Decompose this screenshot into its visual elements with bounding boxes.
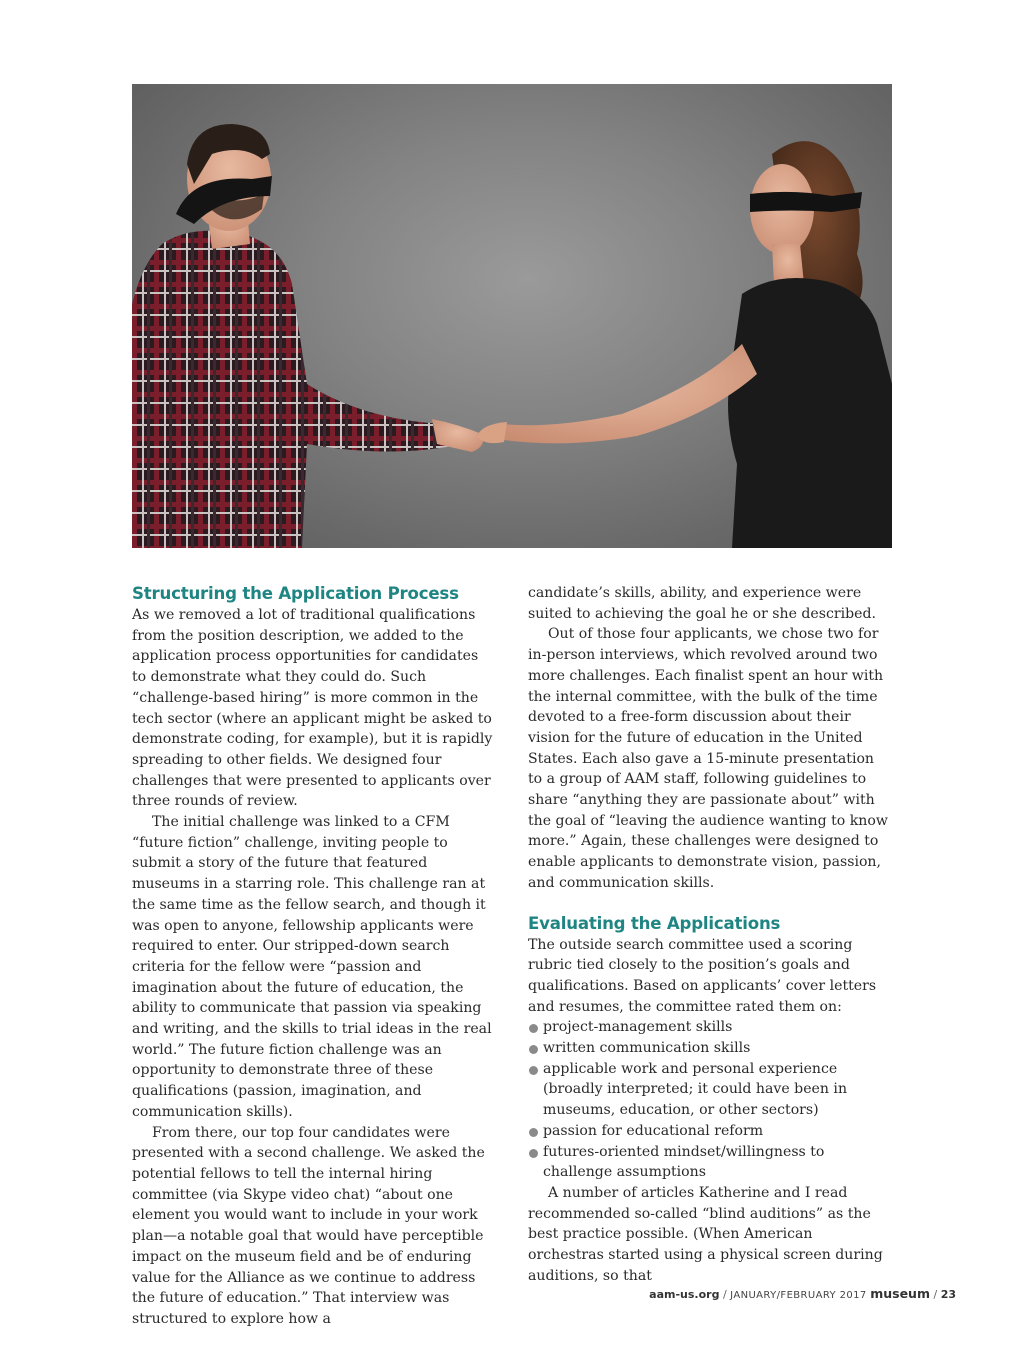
magazine-name: museum [870, 1286, 930, 1301]
paragraph: candidate’s skills, ability, and experience were suited to achieving the goal he or she described. [528, 585, 877, 622]
left-column [132, 583, 494, 1330]
separator: / [933, 1288, 938, 1301]
list-item: futures-oriented mindset/willingness to challenge assumptions [528, 1142, 890, 1183]
section-heading-structuring: Structuring the Application Process [132, 584, 459, 603]
separator: / [722, 1288, 727, 1301]
paragraph: The initial challenge was linked to a CFM “future fiction” challenge, inviting people to submit a story of the future that featured museums in a starring role. This challenge ran at the same time as the fellow search, and though it was open to anyone, fellowship applicants were required to enter. Our stripped-down search criteria for the fellow were “passion and imagination about the future of education, the ability to communicate that passion via speaking and writing, and the skills to trial ideas in the real world.” The future fiction challenge was an opportunity to demonstrate three of these qualifications (passion, imagination, and communication skills). [132, 814, 492, 1120]
section-heading-evaluating: Evaluating the Applications [528, 913, 781, 933]
paragraph: The outside search committee used a scoring rubric tied closely to the position’s goals and qualifications. Based on applicants’ cover letters and resumes, the committee rated them on: [528, 936, 877, 1015]
page-number: 23 [940, 1288, 956, 1301]
photo-illustration [132, 84, 892, 548]
list-item: applicable work and personal experience (broadly interpreted; it could have been in museums, education, or other sectors) [528, 1059, 890, 1121]
list-item: project-management skills [528, 1017, 890, 1038]
list-item: passion for educational reform [528, 1121, 890, 1142]
page-footer [649, 1286, 956, 1301]
site-link[interactable]: aam-us.org [649, 1288, 720, 1301]
paragraph: A number of articles Katherine and I read recommended so-called “blind auditions” as the best practice possible. (When American orchestras started using a physical screen during auditions, so that [528, 1184, 883, 1284]
paragraph: Out of those four applicants, we chose two for in-person interviews, which revolved around two more challenges. Each finalist spent an hour with the internal committee, with the bulk of the time devoted to a free-form discussion about their vision for the future of education in the United States. Each also gave a 15-minute presentation to a group of AAM staff, following guidelines to share “anything they are passionate about” with the goal of “leaving the audience wanting to know more.” Again, these challenges were designed to enable applicants to demonstrate vision, passion, and communication skills. [528, 626, 888, 891]
blindfolded-handshake-photo [132, 84, 892, 548]
criteria-list [528, 1017, 890, 1183]
issue-date: JANUARY/FEBRUARY 2017 [730, 1290, 867, 1301]
right-column [528, 583, 890, 1287]
list-item: written communication skills [528, 1038, 890, 1059]
paragraph: From there, our top four candidates were presented with a second challenge. We asked the potential fellows to tell the internal hiring committee (via Skype video chat) “about one element you would want to include in your work plan—a notable goal that would have perceptible impact on the museum field and be of enduring value for the Alliance as we continue to address the future of education.” That interview was structured to explore how a [132, 1124, 485, 1327]
paragraph: As we removed a lot of traditional qualifications from the position description, we added to the application process opportunities for candidates to demonstrate what they could do. Such “challenge-based hiring” is more common in the tech sector (where an applicant might be asked to demonstrate coding, for example), but it is rapidly spreading to other fields. We designed four challenges that were presented to applicants over three rounds of review. [132, 607, 493, 810]
